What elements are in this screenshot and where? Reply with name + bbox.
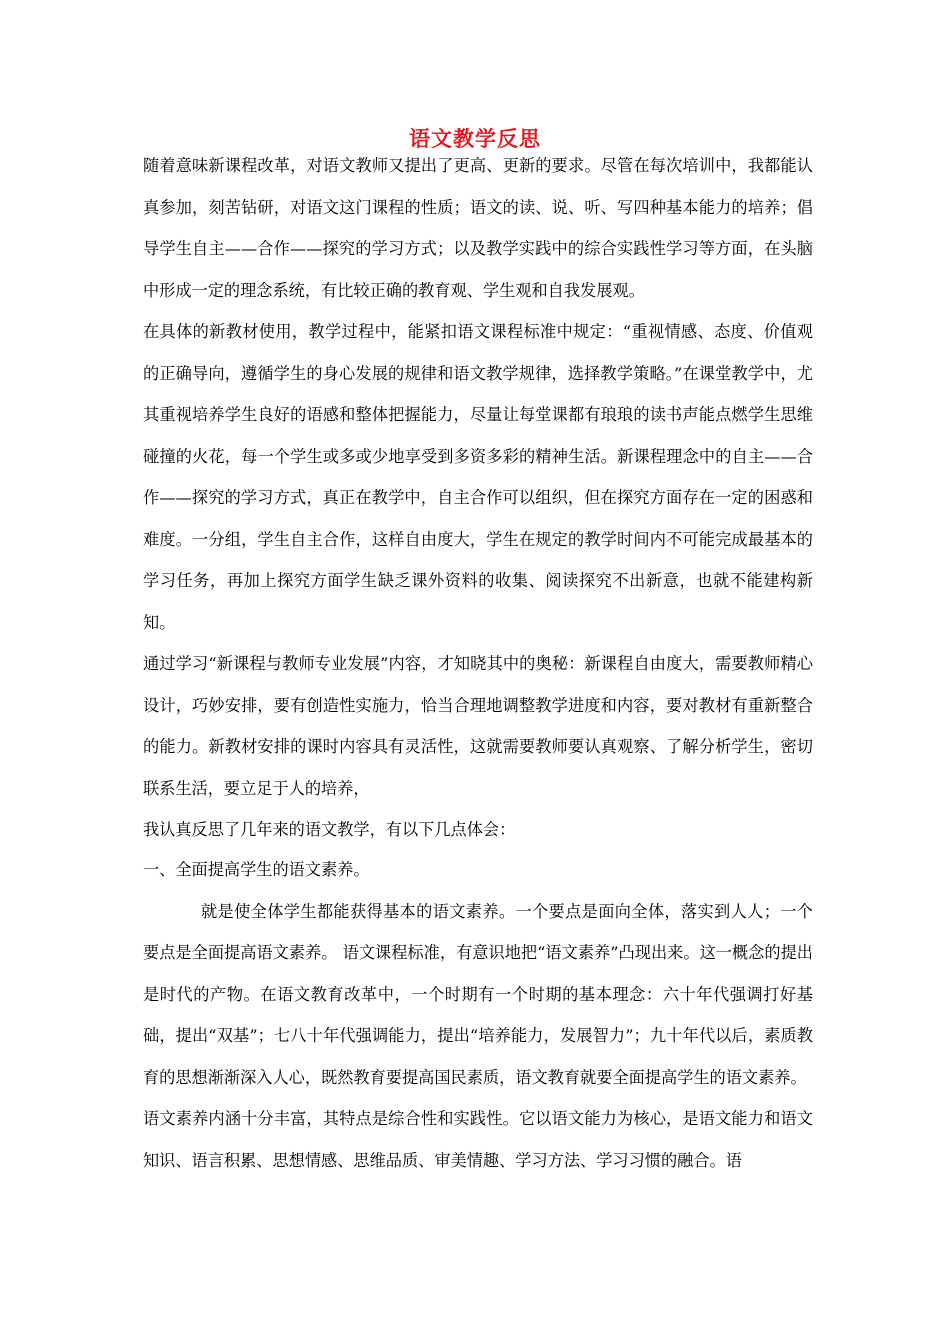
section-text-block [143,849,813,1181]
paragraph-curriculum-reform: 随着意味新课程改革，对语文教师又提出了更高、更新的要求。尽管在每次培训中，我都能认真参加，刻苦钻研，对语文这门课程的性质；语文的读、说、听、写四种基本能力的培养；倡导学生自主——合作——探究的学习方式；以及教学实践中的综合实践性学习等方面，在头脑中形成一定的理念系统，有比较正确的教育观、学生观和自我发展观。 [143,156,813,300]
paragraph-reflection-intro: 我认真反思了几年来的语文教学，有以下几点体会： [143,820,516,839]
paragraph-literacy-connotation: 语文素养内涵十分丰富，其特点是综合性和实践性。它以语文能力为核心，是语文能力和语文知识、语言积累、思想情感、思维品质、审美情趣、学习方法、学习习惯的融合。语 [143,1109,813,1170]
paragraph-new-textbook-use: 在具体的新教材使用，教学过程中，能紧扣语文课程标准中规定：“重视情感、态度、价值观的正确导向，遵循学生的身心发展的规律和语文教学规律，选择教学策略。”在课堂教学中，尤其重视培养学生良好的语感和整体把握能力，尽量让每堂课都有琅琅的读书声能点燃学生思维碰撞的火花，每一个学生或多或少地享受到多资多彩的精神生活。新课程理念中的自主——合作——探究的学习方式，真正在教学中，自主合作可以组织，但在探究方面存在一定的困惑和难度。一分组，学生自主合作，这样自由度大，学生在规定的教学时间内不可能完成最基本的学习任务，再加上探究方面学生缺乏课外资料的收集、阅读探究不出新意，也就不能建构新知。 [143,322,813,632]
paragraph-literacy-for-all: 就是使全体学生都能获得基本的语文素养。一个要点是面向全体，落实到人人；一个要点是全面提高语文素养。 语文课程标准，有意识地把“语文素养”凸现出来。这一概念的提出是时代的产物。在语文教育改革中，一个时期有一个时期的基本理念：六十年代强调打好基础，提出“双基”；七八十年代强调能力，提出“培养能力，发展智力”；九十年代以后，素质教育的思想渐渐深入人心，既然教育要提高国民素质，语文教育就要全面提高学生的语文素养。 [143,901,813,1087]
intro-text-block [143,145,813,851]
section-heading: 一、全面提高学生的语文素养。 [143,860,370,879]
paragraph-teacher-development: 通过学习“新课程与教师专业发展”内容，才知晓其中的奥秘：新课程自由度大，需要教师精心设计，巧妙安排，要有创造性实施力，恰当合理地调整教学进度和内容，要对教材有重新整合的能力。新教材安排的课时内容具有灵活性，这就需要教师要认真观察、了解分析学生，密切联系生活，要立足于人的培养， [143,654,813,798]
document-title: 语文教学反思 [409,126,541,151]
